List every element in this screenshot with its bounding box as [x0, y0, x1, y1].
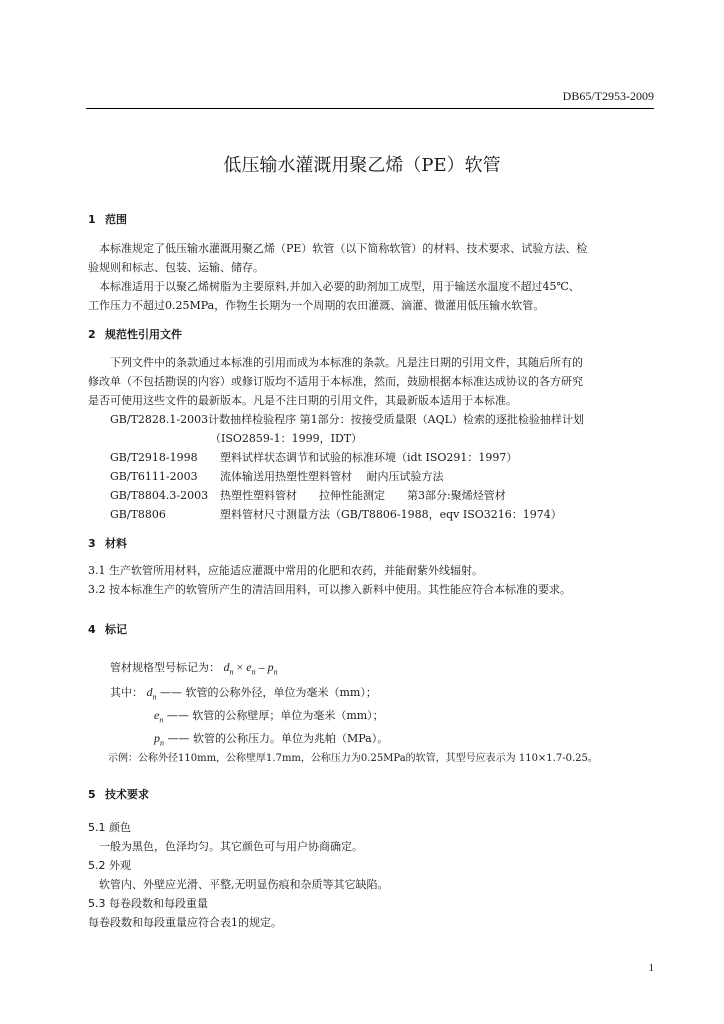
page-number: 1: [648, 962, 654, 974]
reference-item: [110, 506, 562, 522]
model-marking-line: [110, 659, 278, 676]
reference-title: 流体输送用热塑性塑料管材 耐内压试验方法: [220, 470, 444, 483]
section-title: 规范性引用文件: [105, 328, 182, 341]
reference-item: [110, 449, 517, 465]
paragraph-line: 是否可使用这些文件的最新版本。凡是不注日期的引用文件，其最新版本适用于本标准。: [88, 394, 517, 407]
paragraph-line: 本标准规定了低压输水灌溉用聚乙烯（PE）软管（以下简称软管）的材料、技术要求、试验方法、检: [99, 242, 588, 255]
where-label: 其中：: [110, 686, 143, 699]
reference-item: [110, 487, 506, 503]
paragraph-line: 验规则和标志、包装、运输、储存。: [88, 261, 264, 274]
section-title: 材料: [105, 537, 127, 550]
section-1-heading: [88, 211, 127, 227]
reference-code: GB/T6111-2003: [110, 470, 198, 483]
section-5-heading: [88, 786, 149, 802]
section-title: 范围: [105, 213, 127, 226]
standard-number: DB65/T2953-2009: [562, 89, 654, 103]
clause-5-3-heading: 5.3 每卷段数和每段重量: [88, 897, 208, 910]
section-number: 1: [88, 213, 96, 226]
model-label: 管材规格型号标记为：: [110, 661, 220, 674]
clause-3-2: 3.2 按本标准生产的软管所产生的清洁回用料，可以掺入新料中使用。其性能应符合本标准的要求。: [88, 583, 571, 596]
section-2-heading: [88, 326, 182, 342]
definition-text: —— 软管的公称壁厚；单位为毫米（mm）；: [166, 709, 384, 722]
paragraph-line: 修改单（不包括勘误的内容）或修订版均不适用于本标准，然而，鼓励根据本标准达成协议的各方研究: [88, 375, 583, 388]
symbol: $d_n$: [146, 685, 157, 702]
clause-5-2-text: 软管内、外壁应光滑、平整,无明显伤痕和杂质等其它缺陷。: [99, 878, 389, 891]
reference-code: GB/T8806: [110, 508, 166, 521]
reference-item-continuation: （ISO2859-1：1999，IDT）: [210, 432, 363, 445]
document-title: 低压输水灌溉用聚乙烯（PE）软管: [223, 155, 501, 176]
reference-title: 计数抽样检验程序 第1部分：按接受质量限（AQL）检索的逐批检验抽样计划: [208, 413, 584, 426]
reference-title: 塑料管材尺寸测量方法（GB/T8806-1988，eqv ISO3216：1974）: [220, 508, 562, 521]
definition-text: —— 软管的公称压力。单位为兆帕（MPa）。: [167, 732, 389, 745]
reference-item: [110, 468, 444, 484]
section-number: 2: [88, 328, 96, 341]
reference-code: GB/T2828.1-2003: [110, 413, 209, 426]
reference-code: GB/T8804.3-2003: [110, 489, 209, 502]
clause-5-1-text: 一般为黑色，色泽均匀。其它颜色可与用户协商确定。: [99, 840, 363, 853]
clause-3-1: 3.1 生产软管所用材料，应能适应灌溉中常用的化肥和农药，并能耐紫外线辐射。: [88, 564, 483, 577]
symbol: $e_n$: [154, 708, 164, 725]
section-number: 3: [88, 537, 96, 550]
reference-title: 塑料试样状态调节和试验的标准环境（idt ISO291：1997）: [220, 451, 518, 464]
section-number: 5: [88, 788, 96, 801]
section-title: 技术要求: [105, 788, 149, 801]
reference-title: 热塑性塑料管材 拉伸性能测定 第3部分:聚烯烃管材: [220, 489, 506, 502]
definition-text: —— 软管的公称外径，单位为毫米（mm）；: [160, 686, 377, 699]
example-note: 示例：公称外径110mm，公称壁厚1.7mm，公称压力为0.25MPa的软管，其型号应表示为 110×1.7-0.25。: [108, 753, 598, 764]
definition-line: [110, 684, 377, 701]
section-number: 4: [88, 623, 96, 636]
header-rule: [86, 108, 654, 109]
clause-5-2-heading: 5.2 外观: [88, 859, 131, 872]
reference-item: [110, 411, 584, 427]
marking-formula: $d_n \times e_n - p_n$: [223, 660, 278, 677]
section-3-heading: [88, 535, 127, 551]
reference-code: GB/T2918-1998: [110, 451, 198, 464]
definition-line: [154, 707, 384, 724]
clause-5-1-heading: 5.1 颜色: [88, 821, 131, 834]
paragraph-line: 本标准适用于以聚乙烯树脂为主要原料,并加入必要的助剂加工成型，用于输送水温度不超过45℃、: [99, 280, 580, 293]
symbol: $p_n$: [154, 731, 164, 748]
paragraph-line: 下列文件中的条款通过本标准的引用而成为本标准的条款。凡是注日期的引用文件，其随后所有的: [110, 356, 583, 369]
paragraph-line: 工作压力不超过0.25MPa，作物生长期为一个周期的农田灌溉、滴灌、微灌用低压输水软管。: [88, 299, 545, 312]
section-title: 标记: [105, 623, 127, 636]
section-4-heading: [88, 621, 127, 637]
definition-line: [154, 730, 388, 747]
clause-5-3-text: 每卷段数和每段重量应符合表1的规定。: [88, 916, 282, 929]
